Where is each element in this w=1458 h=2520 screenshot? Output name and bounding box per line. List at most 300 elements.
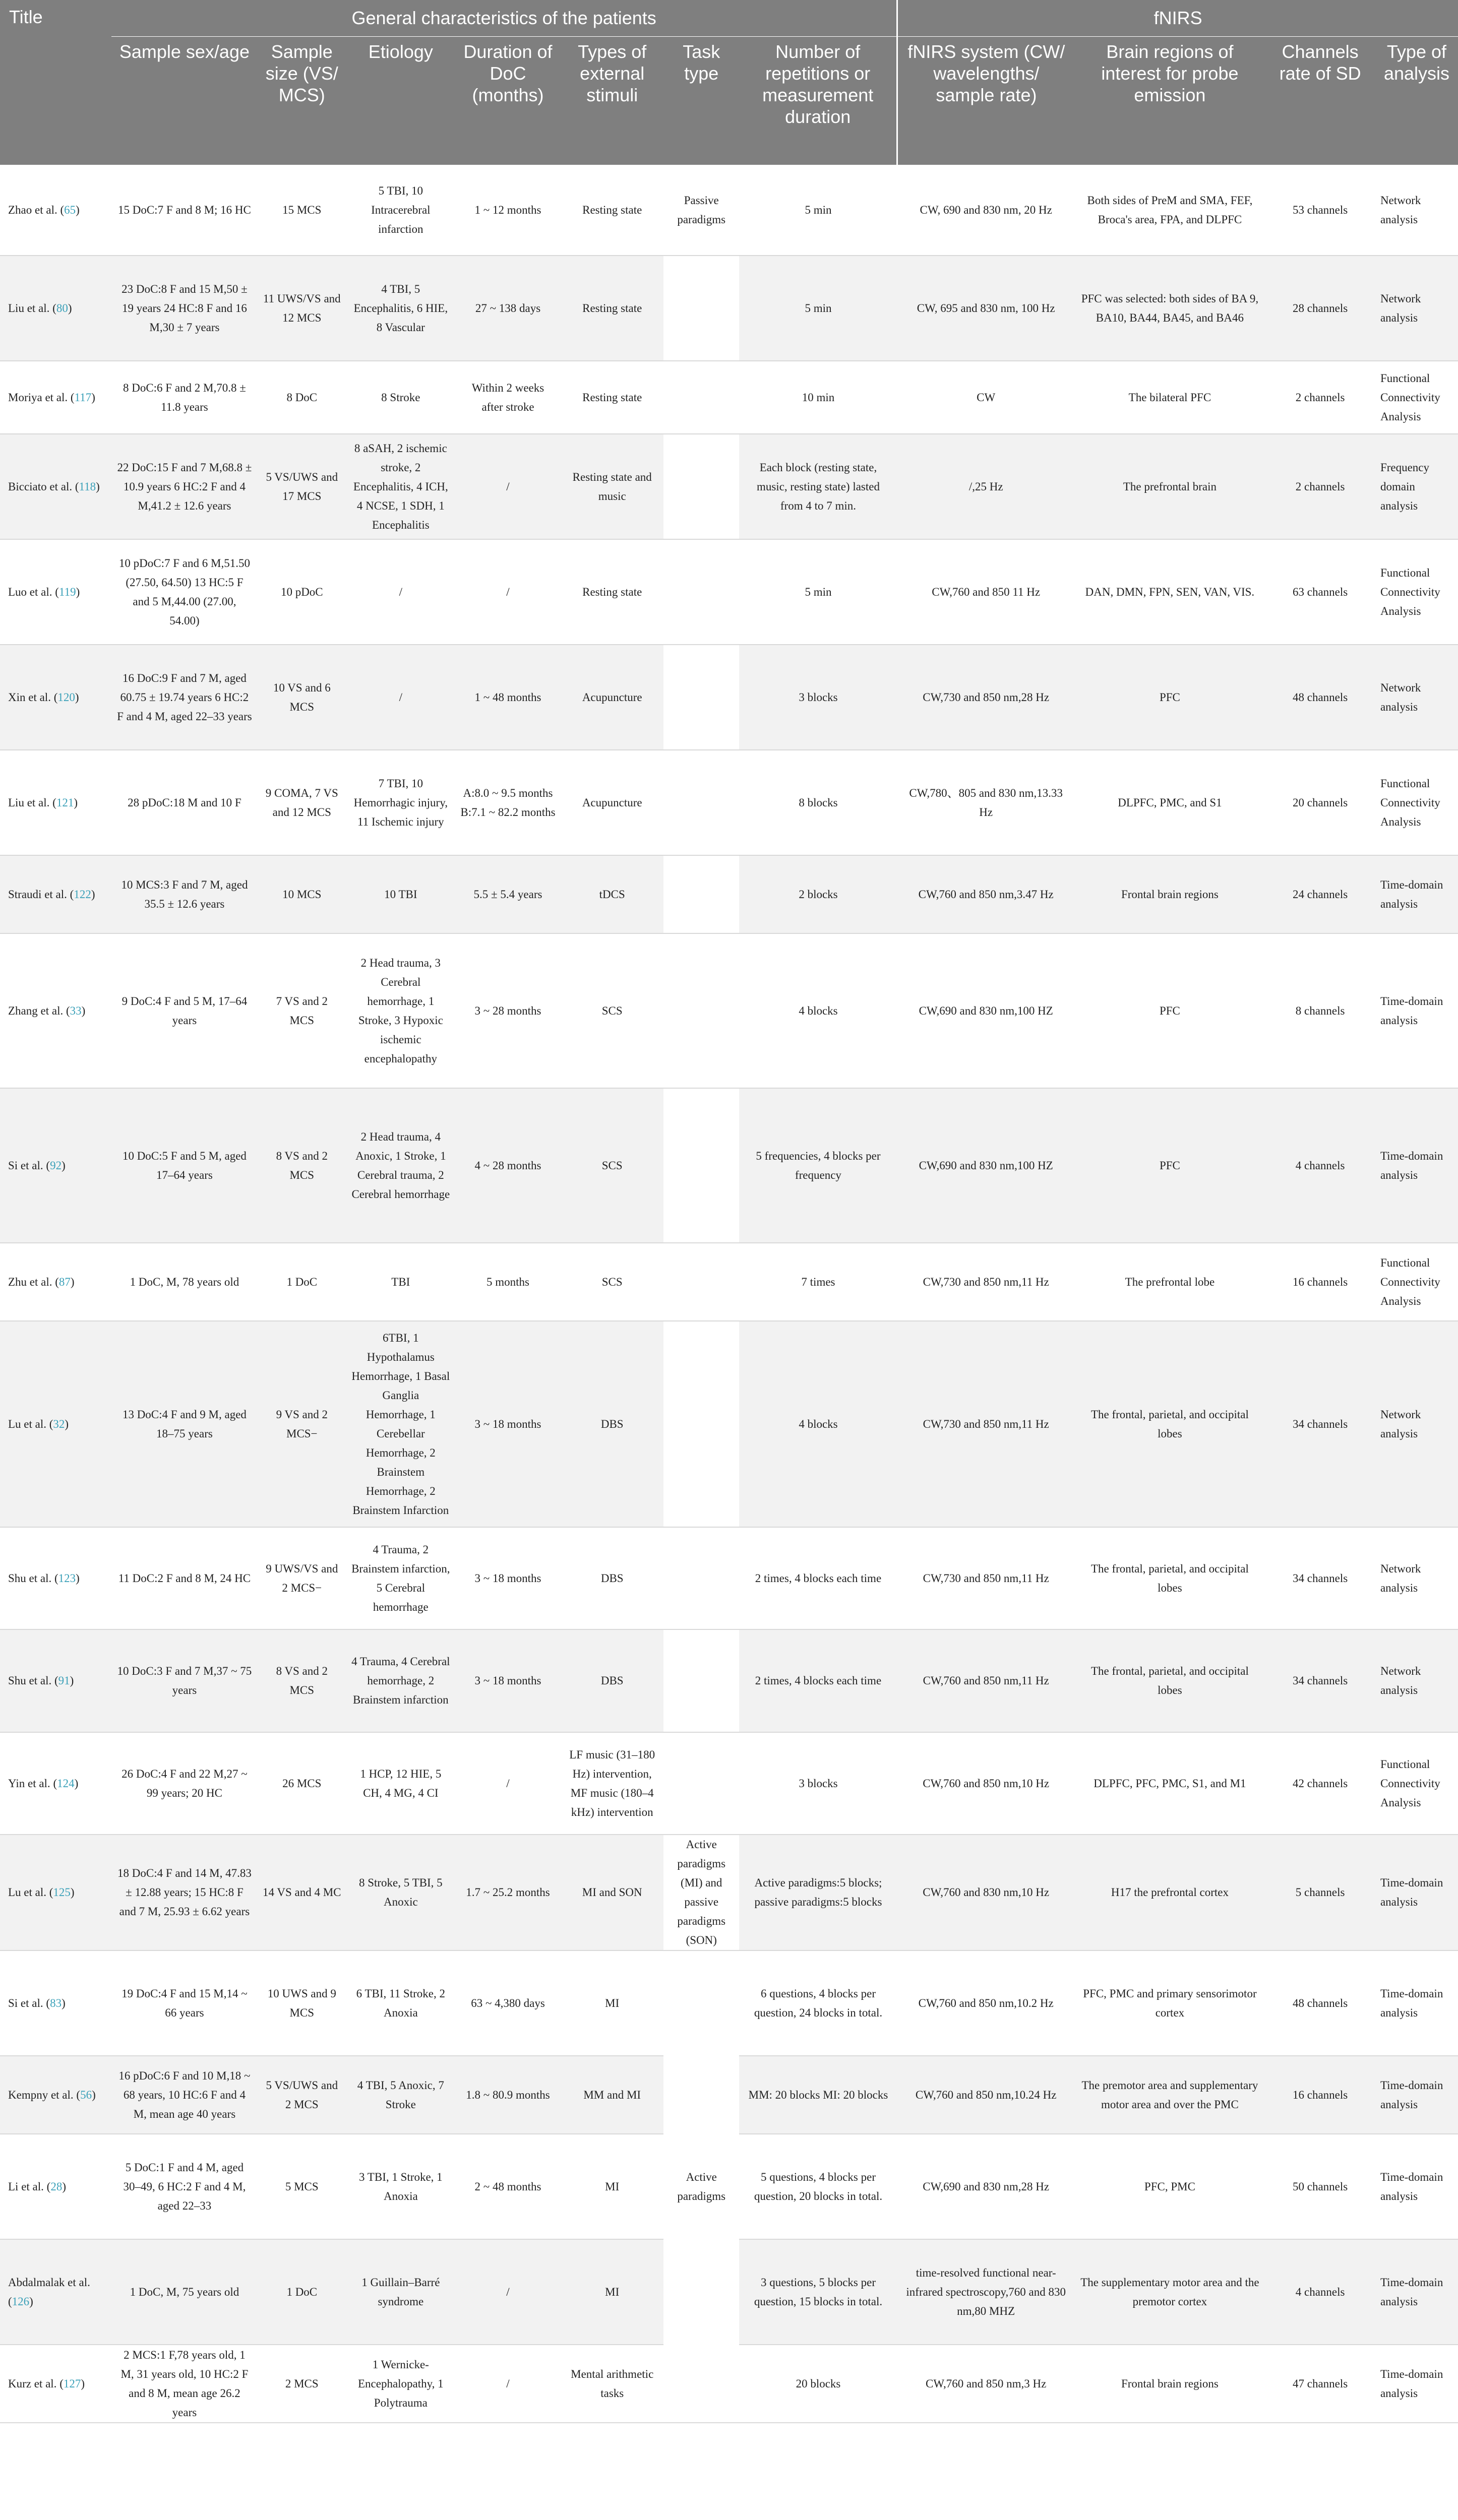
study-title: Bicciato et al.	[8, 480, 73, 493]
reference-link[interactable]: 65	[64, 203, 76, 216]
cell-sample-sex-age: 11 DoC:2 F and 8 M, 24 HC	[111, 1527, 258, 1629]
cell-sample-size: 10 MCS	[258, 855, 346, 933]
table-header	[0, 0, 1458, 165]
cell-channels: 48 channels	[1265, 645, 1375, 750]
reference-link[interactable]: 87	[58, 1275, 71, 1288]
cell-repetitions: 8 blocks	[739, 750, 897, 855]
table-row	[0, 1243, 1458, 1321]
cell-sample-size: 11 UWS/VS and 12 MCS	[258, 256, 346, 361]
cell-channels: 20 channels	[1265, 750, 1375, 855]
cell-repetitions: 6 questions, 4 blocks per question, 24 blocks in total.	[739, 1950, 897, 2056]
cell-brain-regions: H17 the prefrontal cortex	[1075, 1835, 1265, 1950]
cell-sample-sex-age: 18 DoC:4 F and 14 M, 47.83 ± 12.88 years; 15 HC:8 F and 7 M, 25.93 ± 6.62 years	[111, 1835, 258, 1950]
cell-brain-regions: PFC, PMC and primary sensorimotor cortex	[1075, 1950, 1265, 2056]
cell-sample-sex-age: 16 DoC:9 F and 7 M, aged 60.75 ± 19.74 years 6 HC:2 F and 4 M, aged 22–33 years	[111, 645, 258, 750]
cell-duration: Within 2 weeks after stroke	[455, 361, 561, 434]
cell-stimuli: tDCS	[561, 855, 663, 933]
cell-duration: 1 ~ 12 months	[455, 165, 561, 256]
cell-sample-size: 1 DoC	[258, 2239, 346, 2345]
cell-channels: 16 channels	[1265, 2056, 1375, 2134]
cell-etiology: 1 Guillain–Barré syndrome	[346, 2239, 455, 2345]
cell-sample-sex-age: 28 pDoC:18 M and 10 F	[111, 750, 258, 855]
cell-analysis: Network analysis	[1375, 1527, 1458, 1629]
cell-duration: 27 ~ 138 days	[455, 256, 561, 361]
cell-sample-size: 5 VS/UWS and 17 MCS	[258, 434, 346, 539]
cell-title: Bicciato et al. (118)	[0, 434, 111, 539]
reference-link[interactable]: 119	[58, 585, 76, 598]
table-row	[0, 750, 1458, 855]
cell-sample-sex-age: 16 pDoC:6 F and 10 M,18 ~ 68 years, 10 HC:6 F and 4 M, mean age 40 years	[111, 2056, 258, 2134]
cell-duration: 1.8 ~ 80.9 months	[455, 2056, 561, 2134]
cell-task-type	[663, 933, 739, 1088]
cell-channels: 24 channels	[1265, 855, 1375, 933]
cell-channels: 2 channels	[1265, 361, 1375, 434]
table-row	[0, 1527, 1458, 1629]
header-brain-regions: Brain regions of interest for probe emission	[1075, 37, 1265, 165]
cell-analysis: Functional Connectivity Analysis	[1375, 361, 1458, 434]
cell-stimuli: MI	[561, 1950, 663, 2056]
cell-sample-sex-age: 15 DoC:7 F and 8 M; 16 HC	[111, 165, 258, 256]
cell-stimuli: MI	[561, 2239, 663, 2345]
cell-title: Lu et al. (125)	[0, 1835, 111, 1950]
cell-etiology: 4 TBI, 5 Encephalitis, 6 HIE, 8 Vascular	[346, 256, 455, 361]
cell-channels: 53 channels	[1265, 165, 1375, 256]
cell-fnirs-system: CW,730 and 850 nm,11 Hz	[897, 1243, 1075, 1321]
cell-etiology: 1 Wernicke-Encephalopathy, 1 Polytrauma	[346, 2345, 455, 2423]
cell-etiology: 7 TBI, 10 Hemorrhagic injury, 11 Ischemic injury	[346, 750, 455, 855]
cell-duration: A:8.0 ~ 9.5 months B:7.1 ~ 82.2 months	[455, 750, 561, 855]
cell-etiology: 8 Stroke, 5 TBI, 5 Anoxic	[346, 1835, 455, 1950]
cell-task-type	[663, 434, 739, 539]
cell-channels: 16 channels	[1265, 1243, 1375, 1321]
table-row	[0, 1321, 1458, 1527]
cell-repetitions: 5 min	[739, 539, 897, 645]
cell-brain-regions: DLPFC, PFC, PMC, S1, and M1	[1075, 1732, 1265, 1835]
study-title: Yin et al.	[8, 1777, 50, 1790]
reference-link[interactable]: 121	[56, 796, 74, 809]
header-channels: Channels rate of SD	[1265, 37, 1375, 165]
cell-repetitions: 4 blocks	[739, 933, 897, 1088]
cell-duration: 5 months	[455, 1243, 561, 1321]
cell-fnirs-system: CW, 695 and 830 nm, 100 Hz	[897, 256, 1075, 361]
cell-title: Liu et al. (80)	[0, 256, 111, 361]
cell-sample-size: 2 MCS	[258, 2345, 346, 2423]
cell-sample-size: 9 VS and 2 MCS−	[258, 1321, 346, 1527]
cell-task-type	[663, 1088, 739, 1243]
cell-stimuli: DBS	[561, 1321, 663, 1527]
cell-channels: 42 channels	[1265, 1732, 1375, 1835]
study-title: Si et al.	[8, 1996, 43, 2009]
cell-channels: 8 channels	[1265, 933, 1375, 1088]
cell-channels: 5 channels	[1265, 1835, 1375, 1950]
cell-etiology: 5 TBI, 10 Intracerebral infarction	[346, 165, 455, 256]
study-title: Zhao et al.	[8, 203, 57, 216]
cell-sample-sex-age: 1 DoC, M, 78 years old	[111, 1243, 258, 1321]
cell-duration: 63 ~ 4,380 days	[455, 1950, 561, 2056]
cell-title: Shu et al. (91)	[0, 1629, 111, 1732]
reference-link[interactable]: 125	[53, 1886, 71, 1899]
study-title: Lu et al.	[8, 1417, 46, 1430]
cell-duration: 2 ~ 48 months	[455, 2134, 561, 2239]
cell-etiology: 8 Stroke	[346, 361, 455, 434]
cell-analysis: Time-domain analysis	[1375, 2056, 1458, 2134]
cell-fnirs-system: CW,760 and 850 11 Hz	[897, 539, 1075, 645]
cell-brain-regions: The supplementary motor area and the premotor cortex	[1075, 2239, 1265, 2345]
cell-fnirs-system: CW,730 and 850 nm,11 Hz	[897, 1321, 1075, 1527]
cell-stimuli: Acupuncture	[561, 750, 663, 855]
cell-title: Shu et al. (123)	[0, 1527, 111, 1629]
cell-fnirs-system: CW,690 and 830 nm,100 HZ	[897, 1088, 1075, 1243]
study-title: Si et al.	[8, 1159, 43, 1172]
cell-duration: 4 ~ 28 months	[455, 1088, 561, 1243]
cell-brain-regions: The bilateral PFC	[1075, 361, 1265, 434]
table-row	[0, 933, 1458, 1088]
cell-fnirs-system: CW, 690 and 830 nm, 20 Hz	[897, 165, 1075, 256]
cell-title: Si et al. (92)	[0, 1088, 111, 1243]
study-title: Liu et al.	[8, 301, 50, 314]
cell-fnirs-system: CW,690 and 830 nm,28 Hz	[897, 2134, 1075, 2239]
cell-stimuli: MI	[561, 2134, 663, 2239]
cell-repetitions: 2 times, 4 blocks each time	[739, 1629, 897, 1732]
cell-channels: 48 channels	[1265, 1950, 1375, 2056]
cell-stimuli: SCS	[561, 933, 663, 1088]
cell-stimuli: SCS	[561, 1243, 663, 1321]
cell-sample-size: 5 VS/UWS and 2 MCS	[258, 2056, 346, 2134]
cell-brain-regions: PFC, PMC	[1075, 2134, 1265, 2239]
cell-analysis: Functional Connectivity Analysis	[1375, 1732, 1458, 1835]
cell-brain-regions: PFC	[1075, 1088, 1265, 1243]
table-row	[0, 361, 1458, 434]
cell-sample-size: 14 VS and 4 MC	[258, 1835, 346, 1950]
cell-sample-sex-age: 23 DoC:8 F and 15 M,50 ± 19 years 24 HC:8 F and 16 M,30 ± 7 years	[111, 256, 258, 361]
cell-title: Xin et al. (120)	[0, 645, 111, 750]
cell-brain-regions: The frontal, parietal, and occipital lobes	[1075, 1321, 1265, 1527]
reference-link[interactable]: 83	[50, 1996, 62, 2009]
cell-stimuli: SCS	[561, 1088, 663, 1243]
cell-sample-size: 9 UWS/VS and 2 MCS−	[258, 1527, 346, 1629]
cell-analysis: Time-domain analysis	[1375, 1950, 1458, 2056]
cell-analysis: Time-domain analysis	[1375, 2345, 1458, 2423]
cell-fnirs-system: CW,690 and 830 nm,100 HZ	[897, 933, 1075, 1088]
reference-link[interactable]: 33	[70, 1004, 82, 1017]
cell-sample-sex-age: 10 DoC:3 F and 7 M,37 ~ 75 years	[111, 1629, 258, 1732]
cell-brain-regions: The prefrontal lobe	[1075, 1243, 1265, 1321]
reference-link[interactable]: 127	[63, 2377, 81, 2390]
cell-sample-sex-age: 10 MCS:3 F and 7 M, aged 35.5 ± 12.6 years	[111, 855, 258, 933]
cell-duration: /	[455, 1732, 561, 1835]
cell-etiology: 4 Trauma, 2 Brainstem infarction, 5 Cerebral hemorrhage	[346, 1527, 455, 1629]
study-title: Kempny et al.	[8, 2088, 74, 2101]
cell-task-type	[663, 750, 739, 855]
cell-fnirs-system: CW,730 and 850 nm,28 Hz	[897, 645, 1075, 750]
cell-brain-regions: The frontal, parietal, and occipital lobes	[1075, 1629, 1265, 1732]
cell-stimuli: LF music (31–180 Hz) intervention, MF music (180–4 kHz) intervention	[561, 1732, 663, 1835]
cell-repetitions: Active paradigms:5 blocks; passive paradigms:5 blocks	[739, 1835, 897, 1950]
cell-title: Si et al. (83)	[0, 1950, 111, 2056]
cell-repetitions: 7 times	[739, 1243, 897, 1321]
cell-sample-size: 15 MCS	[258, 165, 346, 256]
cell-analysis: Functional Connectivity Analysis	[1375, 539, 1458, 645]
cell-sample-sex-age: 8 DoC:6 F and 2 M,70.8 ± 11.8 years	[111, 361, 258, 434]
cell-sample-size: 8 DoC	[258, 361, 346, 434]
cell-task-type	[663, 645, 739, 750]
cell-stimuli: Resting state	[561, 165, 663, 256]
cell-task-type: Active paradigms (MI) and passive paradigms (SON)	[663, 1835, 739, 1950]
cell-analysis: Network analysis	[1375, 1321, 1458, 1527]
cell-channels: 4 channels	[1265, 2239, 1375, 2345]
cell-fnirs-system: CW,780、805 and 830 nm,13.33 Hz	[897, 750, 1075, 855]
cell-etiology: TBI	[346, 1243, 455, 1321]
study-title: Lu et al.	[8, 1886, 46, 1899]
cell-brain-regions: PFC	[1075, 645, 1265, 750]
table-body	[0, 165, 1458, 2423]
cell-title: Abdalmalak et al. (126)	[0, 2239, 111, 2345]
cell-duration: /	[455, 2239, 561, 2345]
cell-fnirs-system: CW,730 and 850 nm,11 Hz	[897, 1527, 1075, 1629]
cell-task-type	[663, 1629, 739, 1732]
cell-etiology: 1 HCP, 12 HIE, 5 CH, 4 MG, 4 CI	[346, 1732, 455, 1835]
table-row	[0, 1732, 1458, 1835]
cell-fnirs-system: CW,760 and 850 nm,11 Hz	[897, 1629, 1075, 1732]
cell-task-type: Passive paradigms	[663, 165, 739, 256]
header-sample-sex-age: Sample sex/age	[111, 37, 258, 165]
cell-etiology: 6TBI, 1 Hypothalamus Hemorrhage, 1 Basal Ganglia Hemorrhage, 1 Cerebellar Hemorrhage, 2 Brainstem Hemorrhage, 2 Brainstem Infarction	[346, 1321, 455, 1527]
cell-sample-size: 26 MCS	[258, 1732, 346, 1835]
cell-repetitions: 10 min	[739, 361, 897, 434]
header-etiology: Etiology	[346, 37, 455, 165]
header-fnirs-system: fNIRS system (CW/ wavelengths/ sample rate)	[897, 37, 1075, 165]
cell-stimuli: DBS	[561, 1527, 663, 1629]
cell-repetitions: 2 times, 4 blocks each time	[739, 1527, 897, 1629]
cell-channels: 2 channels	[1265, 434, 1375, 539]
cell-stimuli: DBS	[561, 1629, 663, 1732]
header-task-type: Task type	[663, 37, 739, 165]
header-stimuli: Types of external stimuli	[561, 37, 663, 165]
cell-repetitions: 3 blocks	[739, 1732, 897, 1835]
cell-analysis: Time-domain analysis	[1375, 855, 1458, 933]
cell-channels: 28 channels	[1265, 256, 1375, 361]
header-group-fnirs: fNIRS	[897, 0, 1458, 37]
table-row	[0, 434, 1458, 539]
table-row	[0, 539, 1458, 645]
cell-title: Liu et al. (121)	[0, 750, 111, 855]
cell-task-type	[663, 1321, 739, 1527]
table-row	[0, 1629, 1458, 1732]
cell-sample-size: 10 pDoC	[258, 539, 346, 645]
cell-brain-regions: PFC was selected: both sides of BA 9, BA10, BA44, BA45, and BA46	[1075, 256, 1265, 361]
cell-title: Zhao et al. (65)	[0, 165, 111, 256]
cell-task-type	[663, 1527, 739, 1629]
cell-repetitions: 5 questions, 4 blocks per question, 20 blocks in total.	[739, 2134, 897, 2239]
cell-etiology: 2 Head trauma, 3 Cerebral hemorrhage, 1 Stroke, 3 Hypoxic ischemic encephalopathy	[346, 933, 455, 1088]
cell-title: Zhang et al. (33)	[0, 933, 111, 1088]
cell-channels: 34 channels	[1265, 1527, 1375, 1629]
reference-link[interactable]: 117	[74, 391, 92, 404]
reference-link[interactable]: 120	[57, 690, 75, 704]
study-title: Abdalmalak et al.	[8, 2276, 90, 2289]
cell-sample-size: 9 COMA, 7 VS and 12 MCS	[258, 750, 346, 855]
header-duration: Duration of DoC (months)	[455, 37, 561, 165]
reference-link[interactable]: 124	[57, 1777, 75, 1790]
cell-sample-size: 8 VS and 2 MCS	[258, 1629, 346, 1732]
cell-brain-regions: Frontal brain regions	[1075, 855, 1265, 933]
header-sample-size: Sample size (VS/ MCS)	[258, 37, 346, 165]
table-row	[0, 1835, 1458, 1950]
cell-stimuli: Resting state	[561, 256, 663, 361]
cell-sample-sex-age: 26 DoC:4 F and 22 M,27 ~ 99 years; 20 HC	[111, 1732, 258, 1835]
cell-brain-regions: The frontal, parietal, and occipital lobes	[1075, 1527, 1265, 1629]
cell-repetitions: 5 min	[739, 256, 897, 361]
cell-stimuli: Resting state	[561, 361, 663, 434]
cell-fnirs-system: CW	[897, 361, 1075, 434]
table-row	[0, 645, 1458, 750]
study-title: Kurz et al.	[8, 2377, 57, 2390]
cell-repetitions: Each block (resting state, music, resting state) lasted from 4 to 7 min.	[739, 434, 897, 539]
table-row	[0, 855, 1458, 933]
cell-fnirs-system: /,25 Hz	[897, 434, 1075, 539]
cell-sample-sex-age: 5 DoC:1 F and 4 M, aged 30–49, 6 HC:2 F and 4 M, aged 22–33	[111, 2134, 258, 2239]
cell-brain-regions: Both sides of PreM and SMA, FEF, Broca's area, FPA, and DLPFC	[1075, 165, 1265, 256]
cell-etiology: 6 TBI, 11 Stroke, 2 Anoxia	[346, 1950, 455, 2056]
cell-task-type	[663, 361, 739, 434]
study-title: Zhu et al.	[8, 1275, 52, 1288]
cell-title: Kurz et al. (127)	[0, 2345, 111, 2423]
cell-analysis: Frequency domain analysis	[1375, 434, 1458, 539]
cell-analysis: Time-domain analysis	[1375, 933, 1458, 1088]
cell-stimuli: Resting state and music	[561, 434, 663, 539]
cell-title: Luo et al. (119)	[0, 539, 111, 645]
cell-task-type	[663, 1243, 739, 1321]
cell-analysis: Time-domain analysis	[1375, 1088, 1458, 1243]
cell-analysis: Network analysis	[1375, 165, 1458, 256]
reference-link[interactable]: 123	[58, 1571, 76, 1585]
cell-brain-regions: DAN, DMN, FPN, SEN, VAN, VIS.	[1075, 539, 1265, 645]
cell-stimuli: MM and MI	[561, 2056, 663, 2134]
reference-link[interactable]: 92	[50, 1159, 62, 1172]
header-title: Title	[0, 0, 111, 165]
cell-etiology: /	[346, 539, 455, 645]
cell-analysis: Functional Connectivity Analysis	[1375, 750, 1458, 855]
cell-etiology: 4 TBI, 5 Anoxic, 7 Stroke	[346, 2056, 455, 2134]
cell-sample-size: 8 VS and 2 MCS	[258, 1088, 346, 1243]
cell-sample-size: 10 UWS and 9 MCS	[258, 1950, 346, 2056]
cell-analysis: Network analysis	[1375, 256, 1458, 361]
cell-fnirs-system: CW,760 and 850 nm,10.2 Hz	[897, 1950, 1075, 2056]
study-title: Xin et al.	[8, 690, 51, 704]
cell-repetitions: 20 blocks	[739, 2345, 897, 2423]
cell-duration: 1 ~ 48 months	[455, 645, 561, 750]
reference-link[interactable]: 80	[56, 301, 68, 314]
table-row	[0, 1950, 1458, 2056]
reference-link[interactable]: 118	[79, 480, 96, 493]
cell-duration: /	[455, 539, 561, 645]
cell-sample-sex-age: 13 DoC:4 F and 9 M, aged 18–75 years	[111, 1321, 258, 1527]
cell-repetitions: 3 blocks	[739, 645, 897, 750]
header-repetitions: Number of repetitions or measurement duration	[739, 37, 897, 165]
reference-link[interactable]: 91	[58, 1674, 70, 1687]
reference-link[interactable]: 32	[53, 1417, 65, 1430]
cell-stimuli: Resting state	[561, 539, 663, 645]
cell-analysis: Network analysis	[1375, 645, 1458, 750]
cell-sample-size: 1 DoC	[258, 1243, 346, 1321]
cell-fnirs-system: CW,760 and 850 nm,10 Hz	[897, 1732, 1075, 1835]
reference-link[interactable]: 56	[80, 2088, 92, 2101]
cell-sample-sex-age: 2 MCS:1 F,78 years old, 1 M, 31 years old, 10 HC:2 F and 8 M, mean age 26.2 years	[111, 2345, 258, 2423]
table-row	[0, 1088, 1458, 1243]
cell-fnirs-system: CW,760 and 850 nm,3 Hz	[897, 2345, 1075, 2423]
reference-link[interactable]: 122	[74, 888, 91, 901]
study-title: Luo et al.	[8, 585, 52, 598]
cell-brain-regions: DLPFC, PMC, and S1	[1075, 750, 1265, 855]
cell-fnirs-system: CW,760 and 850 nm,10.24 Hz	[897, 2056, 1075, 2134]
cell-title: Straudi et al. (122)	[0, 855, 111, 933]
cell-etiology: 8 aSAH, 2 ischemic stroke, 2 Encephalitis, 4 ICH, 4 NCSE, 1 SDH, 1 Encephalitis	[346, 434, 455, 539]
cell-etiology: 3 TBI, 1 Stroke, 1 Anoxia	[346, 2134, 455, 2239]
cell-sample-size: 7 VS and 2 MCS	[258, 933, 346, 1088]
cell-brain-regions: The premotor area and supplementary motor area and over the PMC	[1075, 2056, 1265, 2134]
cell-sample-size: 10 VS and 6 MCS	[258, 645, 346, 750]
cell-analysis: Time-domain analysis	[1375, 2239, 1458, 2345]
cell-duration: 3 ~ 18 months	[455, 1321, 561, 1527]
table-row	[0, 165, 1458, 256]
cell-fnirs-system: time-resolved functional near-infrared spectroscopy,760 and 830 nm,80 MHZ	[897, 2239, 1075, 2345]
cell-fnirs-system: CW,760 and 830 nm,10 Hz	[897, 1835, 1075, 1950]
cell-duration: /	[455, 2345, 561, 2423]
study-title: Shu et al.	[8, 1571, 52, 1585]
cell-analysis: Time-domain analysis	[1375, 2134, 1458, 2239]
cell-title: Kempny et al. (56)	[0, 2056, 111, 2134]
cell-title: Li et al. (28)	[0, 2134, 111, 2239]
cell-brain-regions: PFC	[1075, 933, 1265, 1088]
cell-channels: 4 channels	[1265, 1088, 1375, 1243]
reference-link[interactable]: 28	[50, 2180, 63, 2193]
cell-etiology: 10 TBI	[346, 855, 455, 933]
cell-stimuli: MI and SON	[561, 1835, 663, 1950]
cell-channels: 50 channels	[1265, 2134, 1375, 2239]
cell-stimuli: Acupuncture	[561, 645, 663, 750]
table-row	[0, 256, 1458, 361]
cell-task-type	[663, 256, 739, 361]
cell-duration: 1.7 ~ 25.2 months	[455, 1835, 561, 1950]
cell-channels: 34 channels	[1265, 1321, 1375, 1527]
cell-fnirs-system: CW,760 and 850 nm,3.47 Hz	[897, 855, 1075, 933]
cell-brain-regions: The prefrontal brain	[1075, 434, 1265, 539]
cell-repetitions: 4 blocks	[739, 1321, 897, 1527]
cell-sample-sex-age: 10 DoC:5 F and 5 M, aged 17–64 years	[111, 1088, 258, 1243]
cell-sample-sex-age: 19 DoC:4 F and 15 M,14 ~ 66 years	[111, 1950, 258, 2056]
cell-repetitions: 2 blocks	[739, 855, 897, 933]
cell-analysis: Functional Connectivity Analysis	[1375, 1243, 1458, 1321]
cell-channels: 47 channels	[1265, 2345, 1375, 2423]
cell-task-type	[663, 1732, 739, 1835]
cell-repetitions: MM: 20 blocks MI: 20 blocks	[739, 2056, 897, 2134]
cell-sample-sex-age: 9 DoC:4 F and 5 M, 17–64 years	[111, 933, 258, 1088]
cell-analysis: Time-domain analysis	[1375, 1835, 1458, 1950]
reference-link[interactable]: 126	[12, 2295, 30, 2308]
cell-brain-regions: Frontal brain regions	[1075, 2345, 1265, 2423]
cell-sample-size: 5 MCS	[258, 2134, 346, 2239]
cell-channels: 63 channels	[1265, 539, 1375, 645]
study-title: Li et al.	[8, 2180, 44, 2193]
cell-duration: 3 ~ 28 months	[455, 933, 561, 1088]
header-analysis: Type of analysis	[1375, 37, 1458, 165]
cell-title: Moriya et al. (117)	[0, 361, 111, 434]
cell-analysis: Network analysis	[1375, 1629, 1458, 1732]
cell-duration: 5.5 ± 5.4 years	[455, 855, 561, 933]
cell-duration: 3 ~ 18 months	[455, 1527, 561, 1629]
cell-etiology: 2 Head trauma, 4 Anoxic, 1 Stroke, 1 Cerebral trauma, 2 Cerebral hemorrhage	[346, 1088, 455, 1243]
cell-title: Yin et al. (124)	[0, 1732, 111, 1835]
